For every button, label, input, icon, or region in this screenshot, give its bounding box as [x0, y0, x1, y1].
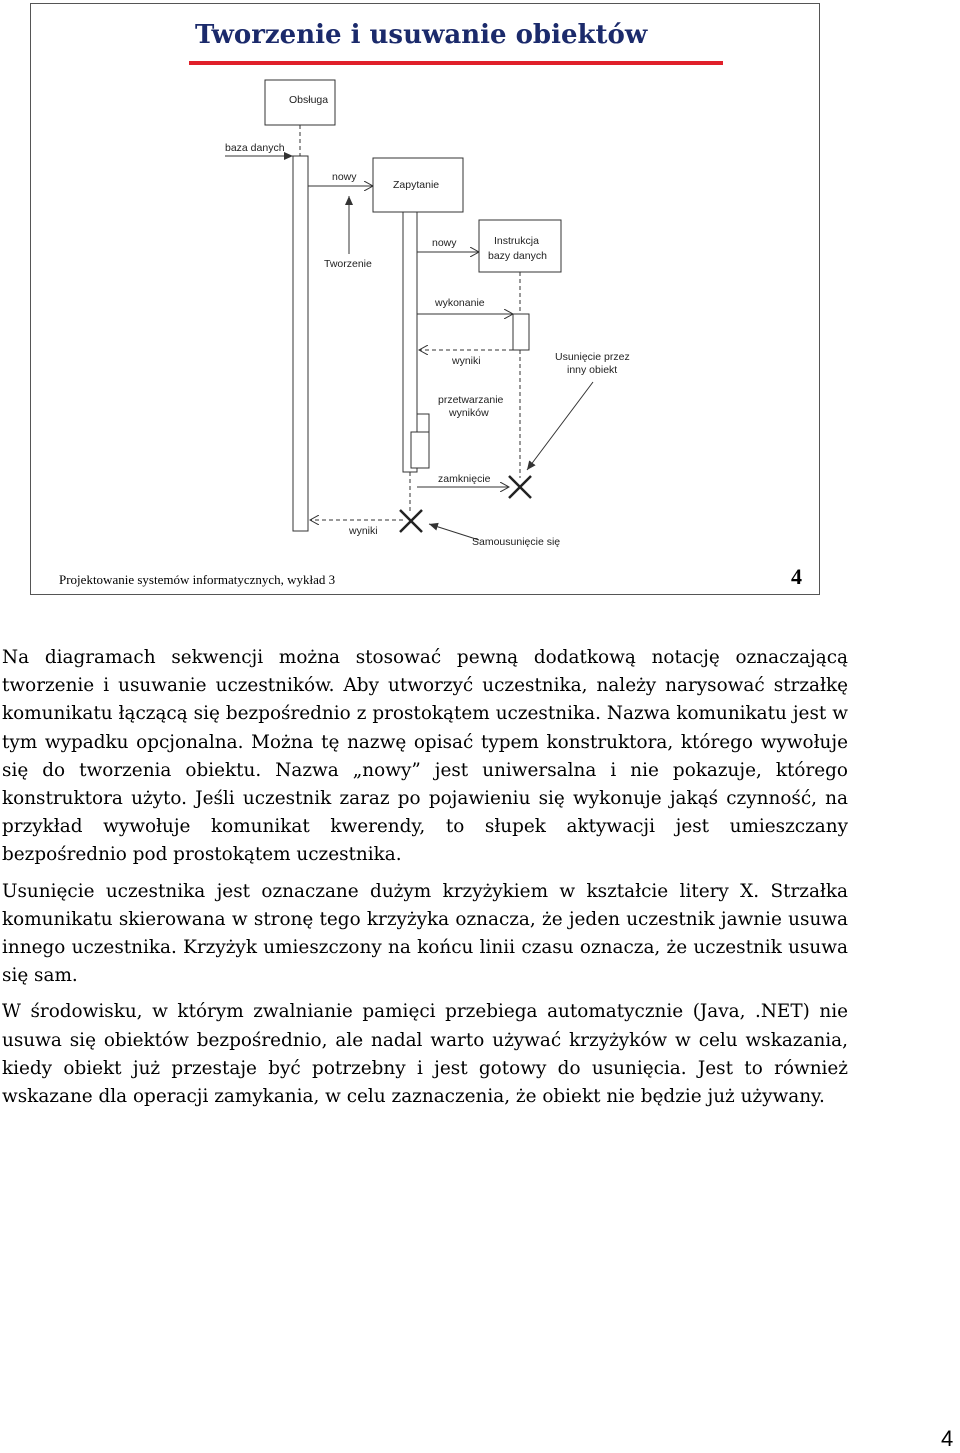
participant-instrukcja-label-2: bazy danych — [488, 250, 547, 262]
activation-przetwarzanie — [411, 432, 429, 468]
label-tworzenie: Tworzenie — [324, 258, 372, 270]
slide-number: 4 — [791, 564, 802, 589]
note-usuniecie-arrow — [527, 382, 593, 470]
paragraph-2: Usunięcie uczestnika jest oznaczane dużym krzyżykiem w kształcie litery X. Strzałka komunikatu skierowana w stronę tego krzyżyka oznacza, że jeden uczestnik jawnie usuwa innego uczestnika. Krzyżyk umieszczony na końcu linii czasu oznacza, że uczestnik usuwa się sam. — [2, 880, 848, 987]
sequence-diagram — [31, 4, 821, 564]
label-wyniki-1: wyniki — [452, 355, 481, 367]
destroy-mark-zapytanie — [400, 510, 422, 532]
label-usuniecie-2: inny obiekt — [567, 364, 618, 376]
participant-obsluga-label: Obsługa — [289, 94, 329, 106]
label-baza-danych: baza danych — [225, 142, 285, 154]
page-number: 4 — [941, 1426, 954, 1451]
paragraph-3: W środowisku, w którym zwalnianie pamięci przebiega automatycznie (Java, .NET) nie usuwa się obiektów bezpośrednio, ale nadal warto używać krzyżyków w celu wskazania, kiedy obiekt już przestaje być potrzebny i jest gotowy do usunięcia. Jest to również wskazane dla operacji zamykania, w celu zaznaczenia, że obiekt nie będzie już używany. — [2, 1001, 848, 1108]
paragraph-1: Na diagramach sekwencji można stosować pewną dodatkową notację oznaczającą tworzenie i usuwanie uczestników. Aby utworzyć uczestnika, należy narysować strzałkę komunikatu łączącą się bezpośrednio z prostokątem uczestnika. Nazwa komunikatu jest w tym wypadku opcjonalna. Można tę nazwę opisać typem konstruktora, którego wywołuje się do tworzenia obiektu. Nazwa „nowy” jest uniwersalna i nie pokazuje, którego konstruktora użyto. Jeśli uczestnik zaraz po pojawieniu się wykonuje jakąś czynność, na przykład wywołuje komunikat kwerendy, to słupek aktywacji jest umieszczany bezpośrednio pod prostokątem uczestnika. — [2, 647, 848, 866]
label-nowy-1: nowy — [332, 171, 357, 183]
label-zamkniecie: zamknięcie — [438, 473, 491, 485]
destroy-mark-instrukcja — [509, 476, 531, 498]
participant-instrukcja-label-1: Instrukcja — [494, 235, 539, 247]
activation-obsluga — [293, 156, 308, 531]
label-przetwarzanie-1: przetwarzanie — [438, 394, 504, 406]
slide — [30, 3, 820, 595]
label-wykonanie: wykonanie — [435, 297, 485, 309]
label-samousuniecie: Samousunięcie się — [472, 536, 561, 548]
self-call-przetwarzanie — [417, 414, 429, 432]
label-nowy-2: nowy — [432, 237, 457, 249]
label-usuniecie-1: Usunięcie przez — [555, 351, 630, 363]
label-przetwarzanie-2: wyników — [449, 407, 489, 419]
slide-footer: Projektowanie systemów informatycznych, wykład 3 — [59, 572, 336, 587]
participant-zapytanie-label: Zapytanie — [393, 179, 440, 191]
label-wyniki-2: wyniki — [349, 525, 378, 537]
body-text — [2, 644, 848, 1119]
slide-title: Tworzenie i usuwanie obiektów — [195, 20, 648, 50]
activation-instrukcja — [513, 314, 529, 350]
